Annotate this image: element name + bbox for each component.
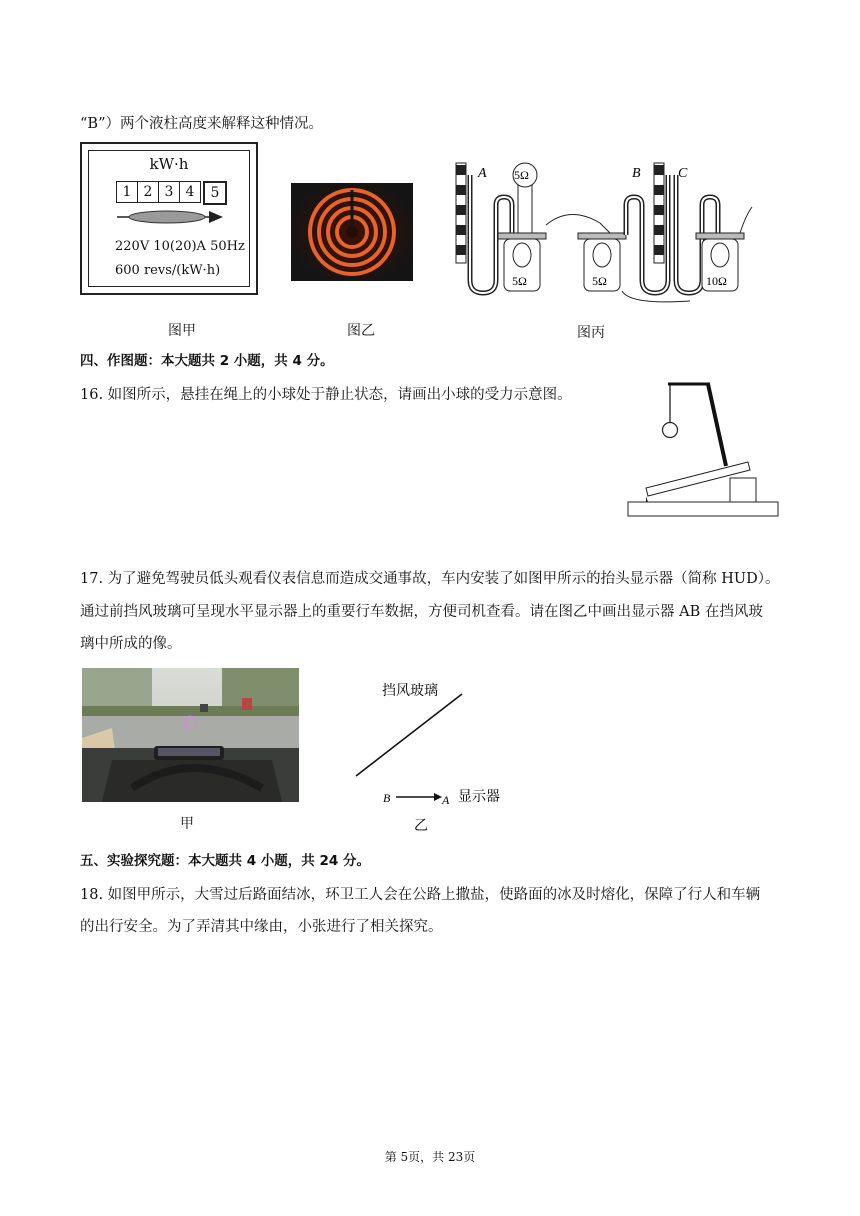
page-footer: 第 5页，共 23页 [384, 1150, 476, 1164]
tube-label-b: B [632, 166, 641, 181]
u-tube-circuit-figure [450, 155, 760, 305]
question-17-line-3: 璃中所成的像。 [80, 636, 182, 652]
tube-label-a: A [478, 166, 487, 181]
electric-meter-figure [80, 142, 258, 295]
caption-hud-jia: 甲 [180, 816, 194, 832]
meter-digit: 3 [158, 181, 180, 203]
caption-figure-yi: 图乙 [347, 323, 375, 339]
hud-car-photo [82, 668, 299, 802]
question-18-line-1: 18. 如图甲所示，大雪过后路面结冰，环卫工人会在公路上撒盐，使路面的冰及时熔化，保障了行人和车辆 [80, 887, 761, 903]
meter-digit: 1 [116, 181, 138, 203]
scale-bc [654, 163, 664, 263]
resistor-label-jar1: 5Ω [512, 274, 527, 288]
windshield-diagram [350, 676, 520, 836]
meter-spec-voltage: 220V 10(20)A 50Hz [115, 239, 245, 254]
question-16-text: 16. 如图所示，悬挂在绳上的小球处于静止状态，请画出小球的受力示意图。 [80, 387, 572, 403]
scale-a [456, 163, 466, 263]
point-b-label: B [383, 791, 391, 805]
caption-figure-jia: 图甲 [168, 323, 196, 339]
question-17-line-2: 通过前挡风玻璃可呈现水平显示器上的重要行车数据，方便司机查看。请在图乙中画出显示器 AB 在挡风玻 [80, 604, 763, 620]
question-17-line-1: 17. 为了避免驾驶员低头观看仪表信息而造成交通事故，车内安装了如图甲所示的抬头显示器（简称 HUD）。 [80, 571, 780, 587]
intro-text: “B”）两个液柱高度来解释这种情况。 [80, 116, 323, 132]
coil-graphic [291, 183, 413, 281]
section-5-heading: 五、实验探究题：本大题共 4 小题，共 24 分。 [80, 853, 370, 869]
meter-digit: 2 [137, 181, 159, 203]
meter-unit: kW·h [149, 155, 189, 173]
caption-hud-yi: 乙 [414, 818, 428, 834]
meter-disk-icon [117, 207, 227, 227]
tube-label-c: C [678, 166, 688, 181]
meter-digits [117, 181, 227, 205]
display-label: 显示器 [458, 789, 500, 805]
pendulum-incline-figure [626, 380, 782, 522]
resistor-label-jar3: 10Ω [706, 274, 727, 288]
windshield-label: 挡风玻璃 [382, 683, 438, 699]
section-4-heading: 四、作图题：本大题共 2 小题，共 4 分。 [80, 353, 334, 369]
meter-spec-revs: 600 revs/(kW·h) [115, 263, 221, 278]
meter-inner-frame [88, 150, 250, 287]
meter-digit: 4 [179, 181, 201, 203]
resistor-label-top: 5Ω [514, 168, 529, 182]
question-18-line-2: 的出行安全。为了弄清其中缘由，小张进行了相关探究。 [80, 919, 443, 935]
caption-figure-bing: 图丙 [577, 325, 605, 341]
meter-digit-decimal: 5 [203, 181, 227, 205]
heater-coil-photo [291, 183, 413, 281]
point-a-label: A [442, 793, 450, 807]
resistor-label-jar2: 5Ω [592, 274, 607, 288]
hud-photo-graphic [82, 668, 299, 802]
